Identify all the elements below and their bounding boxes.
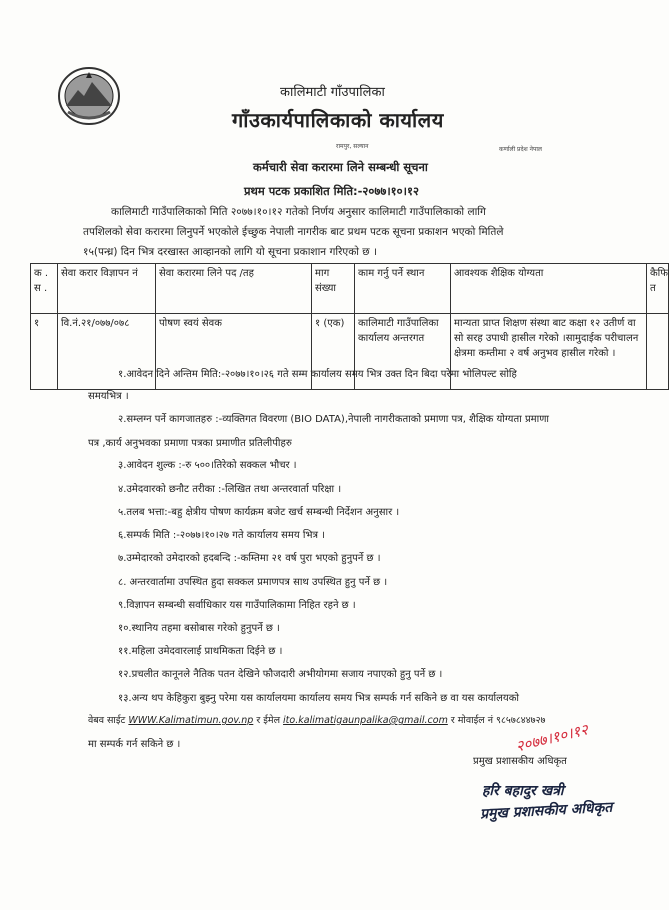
cell-remarks [647,314,669,390]
col-header-demand: माग संख्या [312,264,355,314]
signature-date-stamp: २०७७।१०।१२ [513,720,590,756]
municipality-name: कालिमाटी गाँउपालिका [280,85,385,100]
col-header-serial: क .स . [31,264,58,314]
col-header-ad-number: सेवा करार विज्ञापन नं [58,264,156,314]
condition-item: १.आवेदन दिने अन्तिम मिति:-२०७७।१०।२६ गते सम्म कार्यालय समय भित्र उक्त दिन बिदा परेमा भोलिपल्ट सोहि [118,369,517,380]
cell-post: पोषण स्वयं सेवक [156,314,312,390]
contact-website-label: वेबव साईट [88,715,129,726]
email-link[interactable]: ito.kalimatigaunpalika@gmail.com [283,715,448,726]
province-name: कर्णाली प्रदेश नेपाल [499,146,542,153]
intro-line: कालिमाटी गाउँपालिकाको मिति २०७७।१०।१२ गतेको निर्णय अनुसार कालिमाटी गाउँपालिकाको लागि [111,206,486,218]
contact-line [88,713,545,726]
published-date: प्रथम पटक प्रकाशित मिति:-२०७७।१०।१२ [244,184,419,198]
intro-paragraph [83,202,608,262]
contact-email-label: र ईमेल [253,715,284,726]
condition-item: ६.सम्पर्क मिति :-२०७७।१०।२७ गते कार्यालय समय भित्र । [118,530,325,541]
condition-item: पत्र ,कार्य अनुभवका प्रमाणा पत्रका प्रमाणीत प्रतिलीपीहरु [88,438,292,449]
signature-role-line: प्रमुख प्रशासकीय अधिकृत [473,756,567,767]
contact-mobile: र मोवाईल नं ९८५७८४४७२७ [447,715,546,726]
col-header-post: सेवा करारमा लिने पद /तह [156,264,312,314]
condition-item: १३.अन्य थप केहिकुरा बुझ्नु परेमा यस कार्यालयमा कार्यालय समय भित्र सम्पर्क गर्न सकिने छ वा यस कार्यालयको [118,693,519,704]
condition-item: २.सम्लग्न पर्ने कागजातहरु :-व्यक्तिगत विवरणा (BIO DATA),नेपाली नागरीकताको प्रमाणा पत्र, शैक्षिक योग्यता प्रमाणा [118,414,550,425]
col-header-qualification: आवश्यक शैक्षिक योग्यता [451,264,647,314]
cell-ad-number: वि.नं.२१/०७७/०७८ [58,314,156,390]
notice-subject: कर्मचारी सेवा करारमा लिने सम्बन्धी सूचना [253,160,428,174]
condition-item: ११.महिला उमेदवारलाई प्राथमिकता दिईने छ । [118,646,283,657]
condition-item: ४.उमेदवारको छनौट तरीका :-लिखित तथा अन्तरवार्ता परिक्षा । [118,484,342,495]
condition-item: ३.आवेदन शुल्क :-रु ५००।तिरेको सक्कल भौचर । [118,460,297,471]
condition-item: ८. अन्तरवार्तामा उपस्थित हुदा सक्कल प्रमाणपत्र साथ उपस्थित हुनु पर्ने छ । [118,577,388,588]
cell-work-place: कालिमाटी गाउँपालिका कार्यालय अन्तरगत [355,314,451,390]
condition-item: समयभित्र । [88,391,129,402]
cell-demand: १ (एक) [312,314,355,390]
nepal-emblem-icon [56,64,122,126]
intro-line: १५(पन्ध्र) दिन भित्र दरखास्त आव्हानको लागि यो सूचना प्रकाशान गरिएको छ । [83,246,377,258]
col-header-remarks: कैफि त [647,264,669,314]
condition-item: ७.उम्मेदारको उमेदारको हदबन्दि :-कम्तिमा २१ वर्ष पुरा भएको हुनुपर्ने छ । [118,553,381,564]
condition-item: १२.प्रचलीत कानूनले नैतिक पतन देखिने फौजदारी अभीयोगमा सजाय नपाएको हुनु पर्ने छ । [118,669,443,680]
cell-serial: १ [31,314,58,390]
condition-item: ५.तलब भत्ता:-बहु क्षेत्रीय पोषण कार्यक्रम बजेट खर्च सम्बन्धी निर्देशन अनुसार । [118,507,400,518]
condition-item: ९.विज्ञापन सम्बन्धी सर्वाधिकार यस गाउँपालिकामा निहित रहने छ । [118,600,356,611]
col-header-work-place: काम गर्नु पर्ने स्थान [355,264,451,314]
cell-qualification: मान्यता प्राप्त शिक्षण संस्था बाट कक्षा १२ उतीर्ण वा सो सरह उपाधी हासील गरेको ।सामुदाईक परीचालन क्षेत्रमा कम्तीमा २ वर्ष अनुभव हासील गरेको । [451,314,647,390]
table-header-row [31,264,669,314]
website-link[interactable]: WWW.Kalimatimun.gov.np [128,715,254,726]
signatory-name: हरि बहादुर खत्री [482,783,564,799]
signatory-title: प्रमुख प्रशासकीय अधिकृत [479,799,613,823]
office-location: रामपुर, सल्यान [336,143,369,150]
condition-item: १०.स्थानिय तहमा बसोबास गरेको हुनुपर्ने छ । [118,623,280,634]
condition-item: मा सम्पर्क गर्न सकिने छ । [88,739,181,750]
intro-line: तपशिलको सेवा करारमा लिनुपर्ने भएकोले ईच्छुक नेपाली नागरीक बाट प्रथम पटक सूचना प्रकाशन भएको मितिले [83,226,504,238]
office-title: गाँउकार्यपालिकाको कार्यालय [232,108,444,132]
